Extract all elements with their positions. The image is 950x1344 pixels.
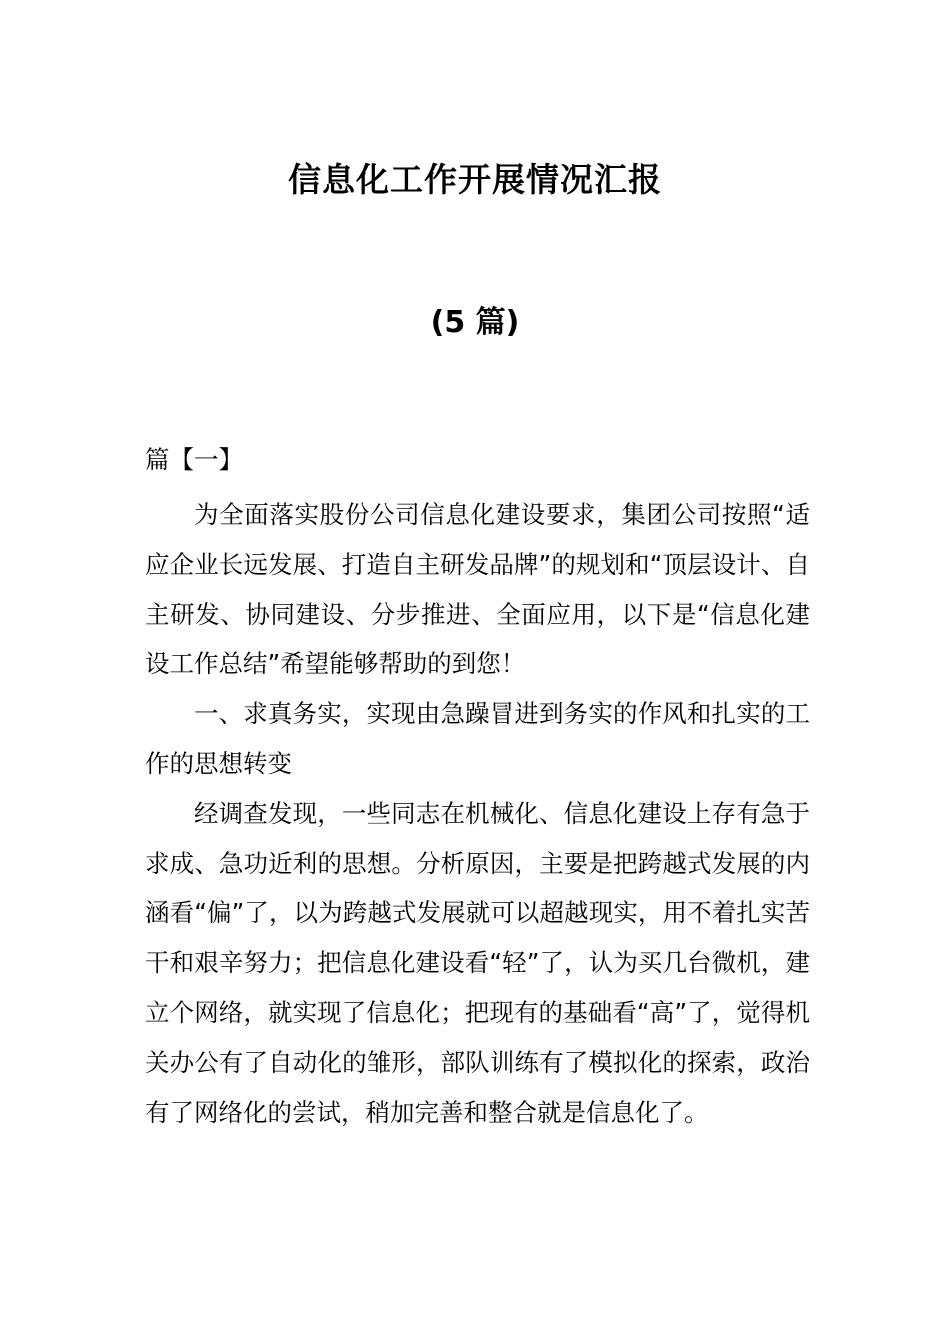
section-label: 篇【一】 [145,445,243,474]
document-title: 信息化工作开展情况汇报 [288,160,662,199]
document-subtitle: (5 篇) [430,305,520,340]
paragraph-intro: 为全面落实股份公司信息化建设要求，集团公司按照“适应企业长远发展、打造自主研发品牌”的规划和“顶层设计、自主研发、协同建设、分步推进、全面应用，以下是“信息化建设工作总结”希望能够帮助的到您！ [145,500,810,679]
paragraph-analysis: 经调查发现，一些同志在机械化、信息化建设上存有急于求成、急功近利的思想。分析原因，主要是把跨越式发展的内涵看“偏”了，以为跨越式发展就可以超越现实，用不着扎实苦干和艰辛努力；把信息化建设看“轻”了，认为买几台微机，建立个网络，就实现了信息化；把现有的基础看“高”了，觉得机关办公有了自动化的雏形，部队训练有了模拟化的探索，政治有了网络化的尝试，稍加完善和整合就是信息化了。 [145,798,810,1127]
document-body [145,440,810,1137]
paragraph-heading-one: 一、求真务实，实现由急躁冒进到务实的作风和扎实的工作的思想转变 [145,699,810,778]
